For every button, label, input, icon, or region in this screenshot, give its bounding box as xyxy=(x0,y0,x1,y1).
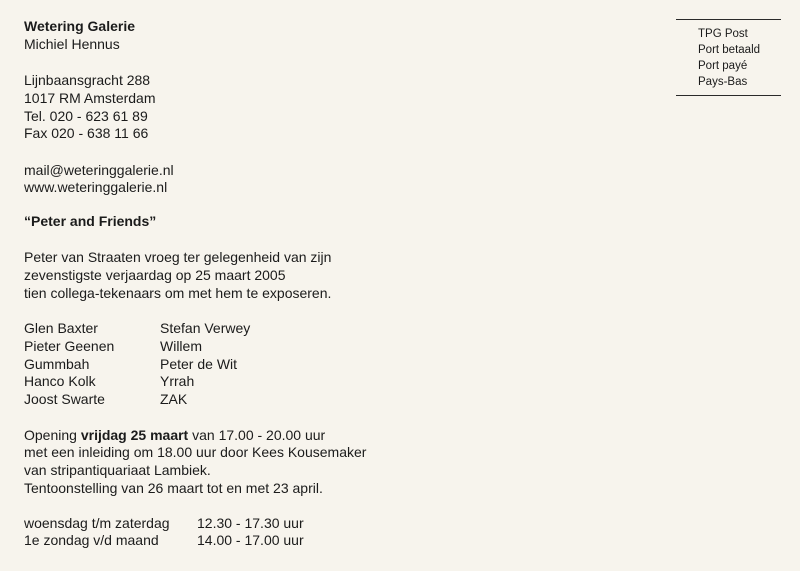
postage-box xyxy=(676,19,781,96)
hours-days-2: 1e zondag v/d maand xyxy=(24,532,159,548)
exhibition-dates: Tentoonstelling van 26 maart tot en met 23 april. xyxy=(24,480,323,496)
artist-left-2: Pieter Geenen xyxy=(24,338,115,354)
opening-time: van 17.00 - 20.00 uur xyxy=(188,427,326,443)
artist-right-4: Yrrah xyxy=(160,373,195,389)
gallery-name: Wetering Galerie xyxy=(24,18,136,34)
website-link[interactable]: www.weteringgalerie.nl xyxy=(24,179,168,195)
fax: Fax 020 - 638 11 66 xyxy=(24,125,149,141)
address-line-2: 1017 RM Amsterdam xyxy=(24,90,156,106)
telephone: Tel. 020 - 623 61 89 xyxy=(24,108,148,124)
opening-detail-1: met een inleiding om 18.00 uur door Kees Kousemaker xyxy=(24,444,367,460)
opening-line xyxy=(24,426,325,444)
opening-date: vrijdag 25 maart xyxy=(80,427,189,443)
hours-days-1: woensdag t/m zaterdag xyxy=(24,515,170,531)
hours-time-1: 12.30 - 17.30 uur xyxy=(197,515,304,531)
intro-line-1: Peter van Straaten vroeg ter gelegenheid van zijn xyxy=(24,249,332,265)
opening-prefix: Opening xyxy=(24,427,81,443)
artist-right-2: Willem xyxy=(160,338,202,354)
artist-right-3: Peter de Wit xyxy=(160,356,238,372)
artist-left-3: Gummbah xyxy=(24,356,90,372)
address-line-1: Lijnbaansgracht 288 xyxy=(24,72,151,88)
artist-left-4: Hanco Kolk xyxy=(24,373,96,389)
opening-detail-2: van stripantiquariaat Lambiek. xyxy=(24,462,211,478)
email-link[interactable]: mail@weteringgalerie.nl xyxy=(24,162,174,178)
postage-line-4: Pays-Bas xyxy=(698,76,748,88)
postage-line-1: TPG Post xyxy=(698,28,748,40)
intro-line-2: zevenstigste verjaardag op 25 maart 2005 xyxy=(24,267,286,283)
artist-right-1: Stefan Verwey xyxy=(160,320,251,336)
exhibition-title: “Peter and Friends” xyxy=(24,213,157,229)
postage-line-3: Port payé xyxy=(698,60,748,72)
intro-line-3: tien collega-tekenaars om met hem te exposeren. xyxy=(24,285,332,301)
hours-time-2: 14.00 - 17.00 uur xyxy=(197,532,304,548)
artist-left-5: Joost Swarte xyxy=(24,391,105,407)
contact-name: Michiel Hennus xyxy=(24,36,120,52)
artist-right-5: ZAK xyxy=(160,391,188,407)
artist-left-1: Glen Baxter xyxy=(24,320,98,336)
postage-line-2: Port betaald xyxy=(698,44,761,56)
